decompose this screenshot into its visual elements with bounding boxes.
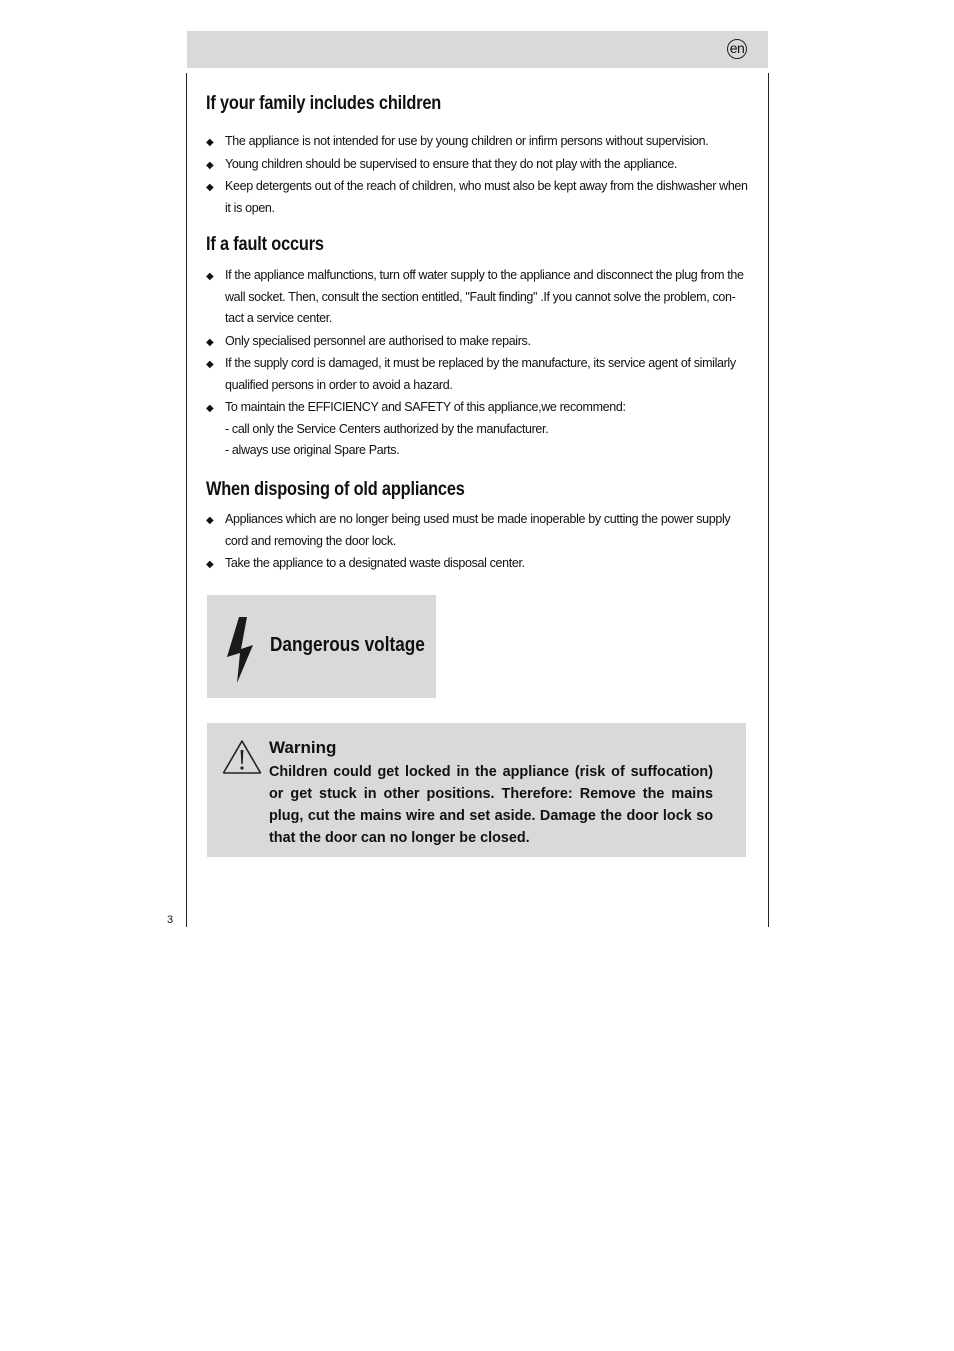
lightning-bolt-icon: [225, 615, 255, 690]
left-margin-rule: [186, 73, 187, 927]
list-item: ◆ The appliance is not intended for use by young children or infirm persons without supervision.: [206, 131, 751, 153]
list-item: ◆ To maintain the EFFICIENCY and SAFETY of this appliance,we recommend: - call only the Service Centers authorized by the manufacturer. - always use original Spare Parts.: [206, 397, 751, 462]
list-item: ◆ Keep detergents out of the reach of children, who must also be kept away from the dishwasher when it is open.: [206, 176, 751, 219]
list-item: ◆ If the supply cord is damaged, it must be replaced by the manufacture, its service agent of similarly qualified persons in order to avoid a hazard.: [206, 353, 751, 396]
list-item: ◆ Only specialised personnel are authorised to make repairs.: [206, 331, 751, 353]
dangerous-voltage-box: [207, 595, 436, 698]
list-item: ◆ If the appliance malfunctions, turn off water supply to the appliance and disconnect the plug from the wall socket. Then, consult the section entitled, "Fault finding" .If you cannot solve the problem, con- tact a service center.: [206, 265, 751, 330]
header-bar: [187, 31, 768, 68]
warning-triangle-icon: [222, 739, 262, 780]
diamond-bullet-icon: ◆: [206, 359, 214, 370]
list-item: ◆ Take the appliance to a designated waste disposal center.: [206, 553, 751, 575]
list-item: ◆ Appliances which are no longer being used must be made inoperable by cutting the power supply cord and removing the door lock.: [206, 509, 751, 552]
diamond-bullet-icon: ◆: [206, 159, 214, 171]
diamond-bullet-icon: ◆: [206, 515, 214, 526]
page-number: 3: [167, 914, 174, 926]
warning-text: Children could get locked in the appliance (risk of suffocation) or get stuck in other positions. Therefore: Remove the mains plug, cut the mains wire and set aside. Damage the door lock so that the door can no longer be closed.: [269, 764, 713, 846]
warning-title: Warning: [269, 738, 337, 757]
sub-item: - call only the Service Centers authorized by the manufacturer.: [225, 421, 549, 436]
sub-item: - always use original Spare Parts.: [225, 443, 400, 457]
diamond-bullet-icon: ◆: [206, 403, 214, 414]
fault-list: [206, 265, 751, 463]
language-badge: en: [727, 39, 747, 59]
section-title-disposal: When disposing of old appliances: [206, 479, 465, 500]
section-title-fault: If a fault occurs: [206, 234, 324, 255]
warning-box: [207, 723, 746, 857]
diamond-bullet-icon: ◆: [206, 182, 214, 193]
section-title-children: If your family includes children: [206, 93, 442, 114]
right-margin-rule: [768, 73, 769, 927]
diamond-bullet-icon: ◆: [206, 271, 214, 282]
list-item: ◆ Young children should be supervised to ensure that they do not play with the appliance.: [206, 154, 751, 176]
children-list: [206, 131, 751, 220]
diamond-bullet-icon: ◆: [206, 559, 214, 570]
diamond-bullet-icon: ◆: [206, 137, 214, 148]
dangerous-voltage-label: Dangerous voltage: [270, 634, 425, 656]
diamond-bullet-icon: ◆: [206, 336, 214, 348]
disposal-list: [206, 509, 751, 576]
